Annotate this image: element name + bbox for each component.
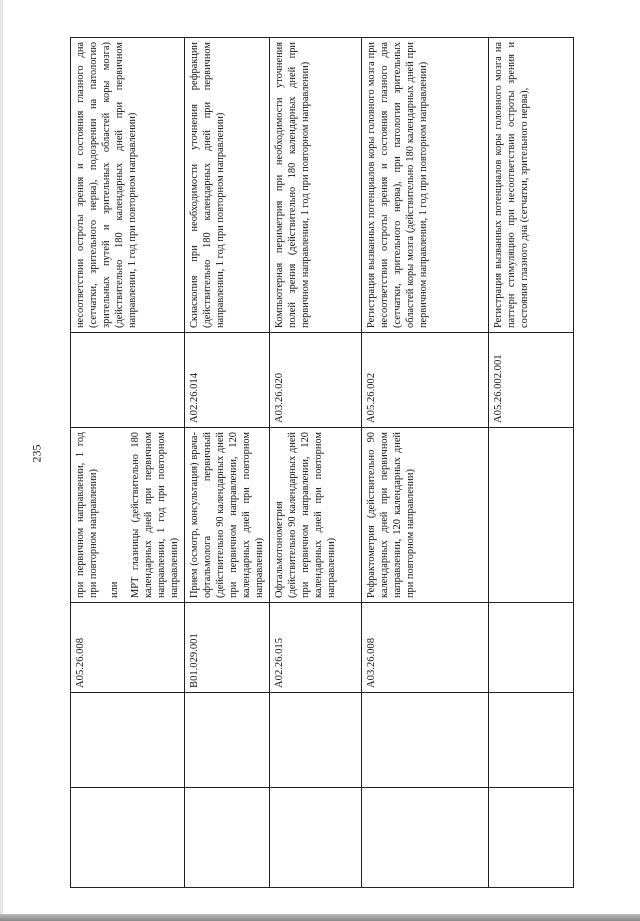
service-code xyxy=(489,603,574,693)
service-code: A05.26.002 xyxy=(362,333,489,428)
service-code: A05.26.008 xyxy=(71,603,185,693)
empty-cell xyxy=(71,788,185,888)
service-code: A03.26.008 xyxy=(362,603,489,693)
service-description: Прием (осмотр, консультация) врача-офтальмолога первичный (действительно 90 календарных дней при первичном направлении, 120 календарных дней при повторном направлении) xyxy=(185,428,270,603)
service-description: Рефрактометрия (действительно 90 календарных дней при первичном направлении, 120 календарных дней при повторном направлении) xyxy=(362,428,489,603)
services-table xyxy=(70,37,574,888)
service-text: или xyxy=(109,581,120,598)
service-text: при первичном направлении, 1 год при повторном направлении) xyxy=(75,432,99,598)
service-description: несоответствии остроты зрения и состояния глазного дна (сетчатки, зрительного нерва), подозрении на патологию зрительных путей и зрительных областей коры мозга) (действительно 180 календарных дней при первичном направлении, 1 год при повторном направлении) xyxy=(71,38,185,333)
scan-bottom-edge xyxy=(0,914,640,921)
rotated-table xyxy=(70,38,560,888)
empty-cell xyxy=(270,788,362,888)
service-description: Офтальмотонометрия (действительно 90 календарных дней при первичном направлении, 120 календарных дней при повторном направлении) xyxy=(270,428,362,603)
empty-cell xyxy=(489,788,574,888)
table-row xyxy=(270,38,362,888)
empty-cell xyxy=(71,693,185,788)
page-edge xyxy=(0,0,3,921)
empty-cell xyxy=(185,788,270,888)
empty-cell xyxy=(185,693,270,788)
service-text: МРТ глазницы (действительно 180 календарных дней при первичном направлении, 1 год при повторном направлении) xyxy=(130,432,180,598)
page-number: 235 xyxy=(29,444,44,463)
table-row xyxy=(71,38,185,888)
empty-cell xyxy=(362,788,489,888)
table-row xyxy=(362,38,489,888)
service-description: Скиаскопия при необходимости уточнения рефракции (действительно 180 календарных дней при первичном направлении, 1 год при повторном направлении) xyxy=(185,38,270,333)
service-code: B01.029.001 xyxy=(185,603,270,693)
service-code: A05.26.002.001 xyxy=(489,333,574,428)
service-description: Регистрация вызванных потенциалов коры головного мозга на паттерн стимуляцию при несоответствии остроты зрения и состояния глазного дна (сетчатки, зрительного нерва), xyxy=(489,38,574,333)
table-row xyxy=(489,38,574,888)
empty-cell xyxy=(489,693,574,788)
service-description: Регистрация вызванных потенциалов коры головного мозга при несоответствии остроты зрения и состояния глазного дна (сетчатки, зрительного нерва), при патологии зрительных областей коры мозга (действительно 180 календарных дней при первичном направлении, 1 год при повторном направлении) xyxy=(362,38,489,333)
service-description: Компьютерная периметрия при необходимости уточнения полей зрения (действительно 180 календарных дней при первичном направлении, 1 год при повторном направлении) xyxy=(270,38,362,333)
service-code: A02.26.014 xyxy=(185,333,270,428)
empty-cell xyxy=(362,693,489,788)
service-code: A03.26.020 xyxy=(270,333,362,428)
table-row xyxy=(185,38,270,888)
service-description xyxy=(71,428,185,603)
service-code: A02.26.015 xyxy=(270,603,362,693)
empty-cell xyxy=(270,693,362,788)
service-code xyxy=(71,333,185,428)
service-description xyxy=(489,428,574,603)
